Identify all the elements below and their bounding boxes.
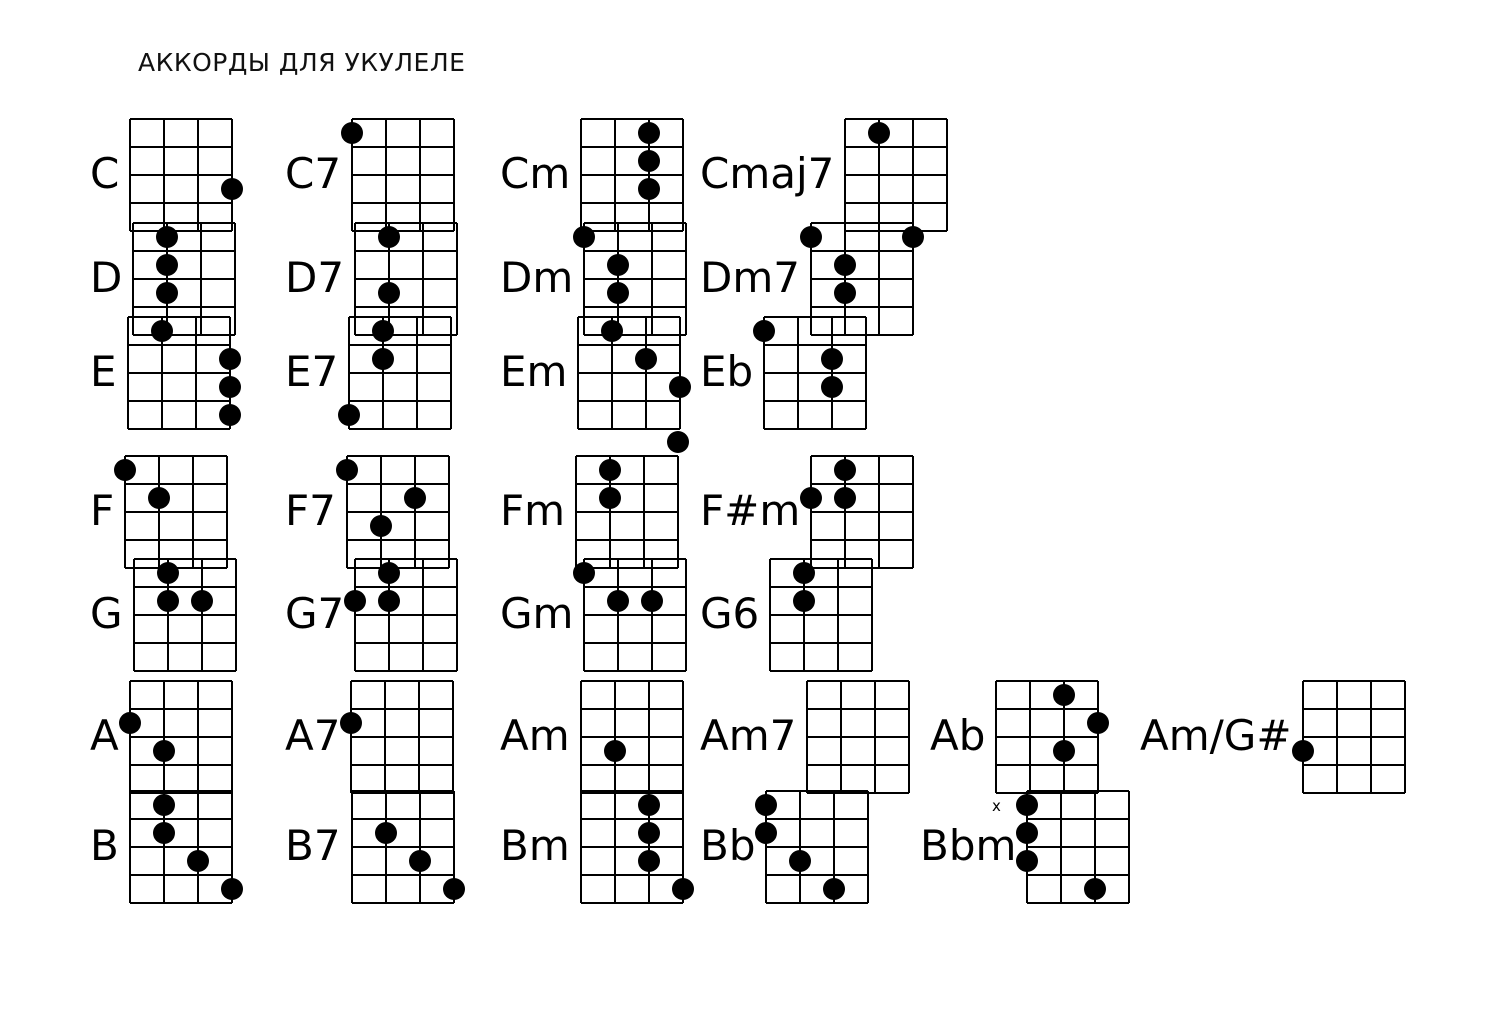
finger-dot: [156, 226, 178, 248]
chord-diagram: [500, 790, 682, 902]
finger-dot: [607, 254, 629, 276]
finger-dot: [404, 487, 426, 509]
chord-diagram: [500, 680, 682, 792]
chord-name-label: C7: [285, 149, 342, 198]
finger-dot: [669, 376, 691, 398]
chord-diagram: [930, 680, 1097, 815]
finger-dot: [1016, 794, 1038, 816]
chord-name-label: Ab: [930, 711, 986, 760]
finger-dot: [157, 590, 179, 612]
finger-dot: [573, 562, 595, 584]
finger-dot: [114, 459, 136, 481]
finger-dot: [755, 794, 777, 816]
chord-name-label: G: [90, 589, 123, 638]
finger-dot: [641, 590, 663, 612]
chord-diagram: [285, 558, 456, 670]
finger-dot: [340, 712, 362, 734]
finger-dot: [219, 348, 241, 370]
chord-diagram: [700, 790, 867, 902]
finger-dot: [375, 822, 397, 844]
fretboard-grid: [769, 558, 871, 670]
finger-dot: [793, 590, 815, 612]
fretboard-grid: [580, 680, 682, 792]
finger-dot: [156, 254, 178, 276]
finger-dot: [638, 822, 660, 844]
finger-dot: [599, 487, 621, 509]
finger-dot: [834, 282, 856, 304]
finger-dot: [834, 254, 856, 276]
finger-dot: [370, 515, 392, 537]
finger-dot: [151, 320, 173, 342]
chord-diagram: [90, 680, 231, 792]
fretboard-grid: [810, 455, 912, 567]
chord-name-label: E7: [285, 347, 339, 396]
chord-diagram: [90, 455, 226, 567]
chord-name-label: Bb: [700, 821, 756, 870]
fretboard-grid: [351, 118, 453, 230]
chord-name-label: B: [90, 821, 119, 870]
fretboard-grid: [765, 790, 867, 902]
chord-name-label: Em: [500, 347, 568, 396]
chord-diagram: [700, 316, 865, 428]
chord-diagram: [285, 790, 453, 902]
finger-dot: [834, 459, 856, 481]
chord-name-label: F#m: [700, 486, 801, 535]
chord-name-label: G6: [700, 589, 760, 638]
finger-dot: [638, 794, 660, 816]
finger-dot: [1084, 878, 1106, 900]
finger-dot: [604, 740, 626, 762]
finger-dot: [599, 459, 621, 481]
finger-dot: [800, 226, 822, 248]
finger-dot: [409, 850, 431, 872]
finger-dot: [638, 850, 660, 872]
finger-dot: [156, 282, 178, 304]
muted-string-marker: x: [991, 797, 1001, 815]
finger-dot: [755, 822, 777, 844]
finger-dot: [823, 878, 845, 900]
chord-name-label: Cm: [500, 149, 571, 198]
finger-dot: [219, 404, 241, 426]
fretboard-grid: [1302, 680, 1404, 792]
fretboard-grid: [124, 455, 226, 567]
finger-dot: [667, 431, 689, 453]
finger-dot: [341, 122, 363, 144]
chord-name-label: Am/G#: [1140, 711, 1292, 760]
finger-dot: [1053, 684, 1075, 706]
fretboard-grid: [580, 118, 682, 230]
finger-dot: [601, 320, 623, 342]
finger-dot: [344, 590, 366, 612]
chord-name-label: D: [90, 253, 123, 302]
fretboard-grid: [129, 790, 231, 902]
fretboard-grid: [1026, 790, 1128, 902]
chord-diagram: [285, 118, 453, 230]
finger-dot: [187, 850, 209, 872]
fretboard-grid: [351, 790, 453, 902]
chord-diagram: [500, 118, 682, 230]
chord-diagram: [500, 558, 685, 670]
fretboard-grid: [348, 316, 450, 428]
fretboard-grid: [129, 118, 231, 230]
fretboard-grid: [350, 680, 452, 792]
finger-dot: [821, 348, 843, 370]
finger-dot: [378, 226, 400, 248]
chord-name-label: C: [90, 149, 120, 198]
chord-diagram: [90, 118, 231, 230]
chord-name-label: Eb: [700, 347, 754, 396]
finger-dot: [821, 376, 843, 398]
finger-dot: [1016, 850, 1038, 872]
fretboard-grid: [580, 790, 682, 902]
finger-dot: [221, 178, 243, 200]
fretboard-grid: [991, 680, 1097, 815]
finger-dot: [336, 459, 358, 481]
chord-name-label: Bm: [500, 821, 570, 870]
finger-dot: [191, 590, 213, 612]
finger-dot: [868, 122, 890, 144]
chord-diagram: [700, 680, 908, 792]
finger-dot: [672, 878, 694, 900]
chord-name-label: Am: [500, 711, 570, 760]
chord-name-label: B7: [285, 821, 341, 870]
fretboard-grid: [806, 680, 908, 792]
chord-diagram: [500, 316, 679, 428]
finger-dot: [638, 178, 660, 200]
chord-diagram: [700, 118, 946, 230]
finger-dot: [221, 878, 243, 900]
chord-name-label: Cmaj7: [700, 149, 835, 198]
chord-name-label: D7: [285, 253, 345, 302]
chord-diagram: [700, 455, 912, 567]
fretboard-grid: [354, 558, 456, 670]
finger-dot: [219, 376, 241, 398]
chord-diagram: [90, 790, 231, 902]
finger-dot: [372, 348, 394, 370]
finger-dot: [753, 320, 775, 342]
finger-dot: [635, 348, 657, 370]
chord-name-label: Bbm: [920, 821, 1017, 870]
chord-name-label: Gm: [500, 589, 574, 638]
finger-dot: [607, 282, 629, 304]
finger-dot: [573, 226, 595, 248]
finger-dot: [372, 320, 394, 342]
fretboard-grid: [133, 558, 235, 670]
chord-name-label: G7: [285, 589, 345, 638]
chord-diagram: [1140, 680, 1404, 792]
finger-dot: [1087, 712, 1109, 734]
fretboard-grid: [346, 455, 448, 567]
fretboard-grid: [763, 316, 865, 428]
finger-dot: [338, 404, 360, 426]
finger-dot: [1053, 740, 1075, 762]
finger-dot: [800, 487, 822, 509]
chord-name-label: Fm: [500, 486, 566, 535]
chord-name-label: F: [90, 486, 115, 535]
chord-diagram: [285, 316, 450, 428]
finger-dot: [638, 122, 660, 144]
fretboard-grid: [129, 680, 231, 792]
finger-dot: [607, 590, 629, 612]
finger-dot: [153, 794, 175, 816]
fretboard-grid: [127, 316, 229, 428]
chord-diagram: [285, 680, 452, 792]
fretboard-grid: [577, 316, 679, 428]
fretboard-grid: [844, 118, 946, 230]
finger-dot: [789, 850, 811, 872]
chord-name-label: Am7: [700, 711, 797, 760]
chord-name-label: A: [90, 711, 119, 760]
finger-dot: [157, 562, 179, 584]
finger-dot: [148, 487, 170, 509]
finger-dot: [1292, 740, 1314, 762]
chord-diagram: [500, 455, 677, 567]
fretboard-grid: [583, 558, 685, 670]
finger-dot: [793, 562, 815, 584]
chord-name-label: Dm7: [700, 253, 800, 302]
chord-name-label: F7: [285, 486, 336, 535]
finger-dot: [834, 487, 856, 509]
fretboard-grid: [575, 455, 677, 567]
chord-name-label: E: [90, 347, 117, 396]
finger-dot: [378, 590, 400, 612]
finger-dot: [119, 712, 141, 734]
finger-dot: [153, 822, 175, 844]
chord-diagram: [285, 455, 448, 567]
chord-diagram: [90, 316, 229, 428]
chord-diagram: [920, 790, 1128, 902]
chord-diagram: [700, 558, 871, 670]
chord-name-label: Dm: [500, 253, 574, 302]
finger-dot: [153, 740, 175, 762]
finger-dot: [378, 562, 400, 584]
chord-diagram: [90, 558, 235, 670]
finger-dot: [1016, 822, 1038, 844]
finger-dot: [902, 226, 924, 248]
finger-dot: [378, 282, 400, 304]
chord-name-label: A7: [285, 711, 341, 760]
page-title: АККОРДЫ ДЛЯ УКУЛЕЛЕ: [138, 48, 466, 77]
finger-dot: [443, 878, 465, 900]
finger-dot: [638, 150, 660, 172]
